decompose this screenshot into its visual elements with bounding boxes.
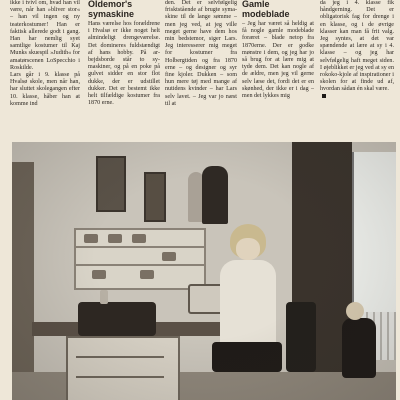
article-column-2 bbox=[88, 0, 160, 114]
article-column-3 bbox=[165, 0, 237, 114]
sewing-room-photo bbox=[12, 142, 396, 400]
article-paragraph: ikke i tvivl om, hvad han vil være, når han »bliver stor« – han vil ingen og ny teaterkostumer! Han er faktisk allerede godt i gang. Han har nemlig syet samtlige kostumer til Kaj Munks skuespil »Judith« for amatørscenen LoSpecchio i Roskilde. bbox=[10, 0, 80, 71]
photo-vignette bbox=[12, 142, 396, 400]
article-paragraph: Hans værelse hos forældrene i Hvalsø er ikke noget helt almindeligt drengeværelse. Det domineres fuldstændigt af hans hobby. På arbejdsborde står to symaskiner, og på en poke på gulvet sidder en stor flot dukke, der er udstillet dukker. Det er bestemt ikke helt tilfældige kostumer fra 1870 erne. bbox=[88, 21, 160, 107]
article-paragraph: Lars går i 9. klasse på Hvalsø skole, men når han, har sluttet skolegangen efter 10. klasse, håber han at komme ind bbox=[10, 72, 80, 107]
subheading-oldemors-symaskine: Oldemor's symaskine bbox=[88, 0, 135, 19]
article-column-4 bbox=[242, 0, 314, 114]
article-column-1 bbox=[10, 0, 80, 114]
article-paragraph: den. Det er selvfølgelig frisktstående af brugte symaskine til de lange sømme – men jeg ved, at jeg ville meget gerne have dem hos min bedstemor, siger Lars. Jeg interesserer mig meget for kostumer fra Holbergtiden og fra 1870 erne – og designer og syr fine kjoler. Dukken – som hun mere tøj med mange af nutidens kvinder – har Lars selv lavet. – Jeg var jo næst til at bbox=[165, 0, 237, 107]
end-of-article-mark bbox=[322, 94, 326, 98]
article-column-5 bbox=[320, 0, 394, 140]
article-paragraph: – Jeg har været så heldig at få nogle gamle modeblade foræret – blade netop fra 1870erne. Der er godke mønstre i dem, og jeg har jo så brug for at lære mig at tyde dem. Det kan nogle af de ældre, men jeg vil gerne selv læse det, fordi det er en skønhed, der ikke er i dag – men det lykkes mig bbox=[242, 21, 314, 100]
article-paragraph: da jeg i 4. klasse fik håndgerning. Det er obligatorisk fag for drenge i en klasse, og i de øvrige klasser kan man få frit valg. Jeg syntes, at det var spændende at lære at sy i 4. klasse – og jeg har selvfølgelig haft meget siden. I øjeblikket er jeg ved at sy en rokoko-kjole af inspirationer i skolen for at finde ud af, hvordan sådan én skal være. bbox=[320, 0, 394, 93]
subheading-gamle-modeblade: Gamle modeblade bbox=[242, 0, 290, 19]
